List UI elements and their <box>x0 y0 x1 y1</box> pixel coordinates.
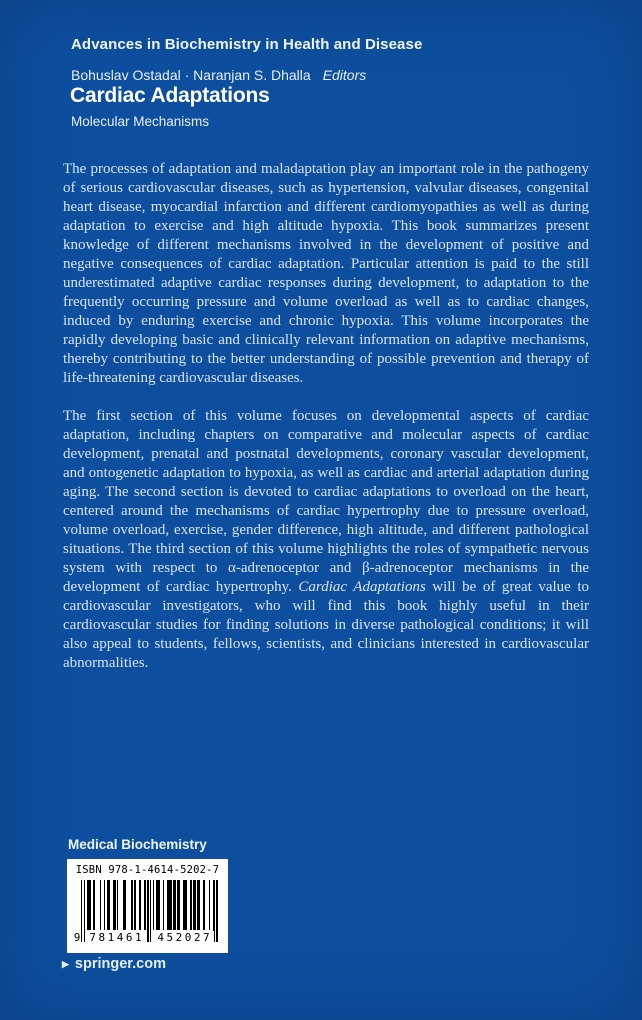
editors-label: Editors <box>322 67 367 83</box>
book-subtitle: Molecular Mechanisms <box>71 114 210 129</box>
isbn-barcode-box <box>67 859 228 953</box>
category-label: Medical Biochemistry <box>68 837 207 852</box>
editor-names: Bohuslav Ostadal · Naranjan S. Dhalla <box>71 67 311 83</box>
synopsis-paragraph-2-text-cont: will be of great value to cardiovascular investigators, who will find this book highly useful in their cardiovascular studies for finding solutions in diverse pathological conditions; it will also appeal to students, fellows, scientists, and clinicians interested in cardiovascular abnormalities. <box>63 579 589 671</box>
springer-footer <box>62 956 166 972</box>
synopsis-paragraph-1: The processes of adaptation and maladaptation play an important role in the pathogeny of serious cardiovascular diseases, such as hypertension, valvular diseases, congenital heart disease, myocardial infarction and different cardiomyopathies as well as during adaptation to exercise and high altitude hypoxia. This book summarizes present knowledge of different mechanisms involved in the development of positive and negative consequences of cardiac adaptation. Particular attention is paid to the still underestimated adaptive cardiac responses during development, to adaptation to the frequently occurring pressure and volume overload as well as to cardiac changes, induced by enduring exercise and chronic hypoxia. This volume incorporates the rapidly developing basic and clinically relevant information on adaptive mechanisms, thereby contributing to the better understanding of possible prevention and therapy of life-threatening cardiovascular diseases. <box>63 161 589 386</box>
barcode-digit-leading: 9 <box>73 931 81 944</box>
editors-line <box>71 67 366 83</box>
isbn-number: ISBN 978-1-4614-5202-7 <box>75 864 220 876</box>
book-title: Cardiac Adaptations <box>70 84 270 107</box>
series-title: Advances in Biochemistry in Health and Disease <box>71 36 423 53</box>
ean13-barcode <box>73 880 222 944</box>
synopsis <box>63 160 589 692</box>
barcode-digits-right-group: 452027 <box>153 931 214 944</box>
synopsis-paragraph-2-text: The first section of this volume focuses on developmental aspects of cardiac adaptation, including chapters on comparative and molecular aspects of cardiac development, prenatal and postnatal developments, coronary vascular development, and ontogenetic adaptation to hypoxia, as well as cardiac and arterial adaptation during aging. The second section is devoted to cardiac adaptations to overload on the heart, centered around the mechanisms of cardiac hypertrophy due to pressure overload, volume overload, exercise, gender difference, high altitude, and different pathological situations. The third section of this volume highlights the roles of sympathetic nervous system with respect to α-adrenoceptor and β-adrenoceptor mechanisms in the development of cardiac hypertrophy. <box>63 408 589 595</box>
springer-url: springer.com <box>74 956 166 972</box>
springer-arrow-icon: ▶ <box>62 959 69 969</box>
book-title-mention: Cardiac Adaptations <box>298 579 426 595</box>
barcode-digits-left-group: 781461 <box>85 931 146 944</box>
synopsis-paragraph-2 <box>63 407 589 673</box>
